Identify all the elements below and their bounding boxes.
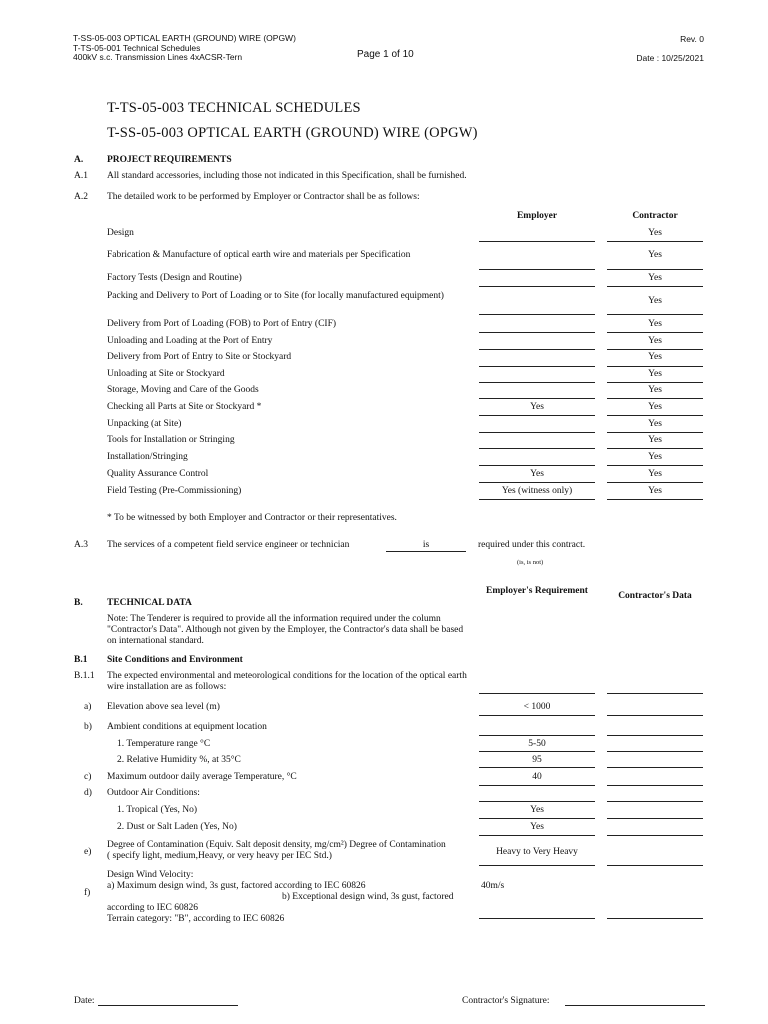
contamination-label: Degree of Contamination (Equiv. Salt deposit density, mg/cm²) Degree of Contamination ( specify light, medium,Heavy, or very heavy per IEC Std.) — [107, 840, 446, 861]
page-subtitle: T-SS-05-003 OPTICAL EARTH (GROUND) WIRE (OPGW) — [107, 125, 478, 141]
work-item-contractor: Yes — [648, 319, 662, 329]
section-a-title: PROJECT REQUIREMENTS — [107, 155, 232, 165]
contractor-entry-line — [607, 767, 703, 768]
contractor-entry-line — [607, 366, 703, 367]
work-item-contractor: Yes — [648, 452, 662, 462]
tenderer-note: Note: The Tenderer is required to provide all the information required under the column "Contractor's Data". Although not given by the Employer, the Contractor's data shall be based on international standard. — [107, 614, 464, 646]
contractor-entry-line — [607, 918, 703, 919]
work-item-contractor: Yes — [648, 486, 662, 496]
employer-entry-line — [479, 785, 595, 786]
humidity-value: 95 — [532, 755, 542, 765]
contractor-entry-line — [607, 314, 703, 315]
header-spec-line: T-SS-05-003 OPTICAL EARTH (GROUND) WIRE (OPGW) — [73, 33, 296, 43]
contractor-entry-line — [607, 735, 703, 736]
employer-entry-line — [479, 693, 595, 694]
work-item-contractor: Yes — [648, 469, 662, 479]
header-schedule-line: T-TS-05-001 Technical Schedules — [73, 43, 201, 53]
revision: Rev. 0 — [680, 34, 704, 44]
work-item-label: Unloading at Site or Stockyard — [107, 369, 225, 379]
employer-entry-line — [479, 448, 595, 449]
work-item-label: Unpacking (at Site) — [107, 419, 182, 429]
work-item-contractor: Yes — [648, 402, 662, 412]
clause-a3-suffix: required under this contract. — [478, 540, 586, 550]
section-b-number: B. — [74, 598, 83, 608]
column-header-contractor-data: Contractor's Data — [618, 591, 692, 601]
contractor-entry-line — [607, 693, 703, 694]
clause-a2-number: A.2 — [74, 192, 88, 202]
employer-entry-line — [479, 269, 595, 270]
clause-a1-number: A.1 — [74, 171, 88, 181]
clause-b11-text: The expected environmental and meteorological conditions for the location of the optical earth wire installation are as follows: — [107, 671, 467, 692]
work-item-label: Installation/Stringing — [107, 452, 188, 462]
employer-entry-line — [479, 818, 595, 819]
work-item-label: Quality Assurance Control — [107, 469, 209, 479]
contractor-entry-line — [607, 415, 703, 416]
employer-entry-line — [479, 499, 595, 500]
exceptional-wind-label: b) Exceptional design wind, 3s gust, factored — [282, 892, 454, 902]
employer-entry-line — [479, 865, 595, 866]
contractor-entry-line — [607, 865, 703, 866]
work-item-contractor: Yes — [648, 435, 662, 445]
clause-a3-text: The services of a competent field service engineer or technician — [107, 540, 350, 550]
header-project-line: 400kV s.c. Transmission Lines 4xACSR-Tern — [73, 52, 243, 62]
outdoor-air-label: Outdoor Air Conditions: — [107, 788, 200, 798]
max-design-wind-value: 40m/s — [481, 881, 505, 891]
work-item-contractor: Yes — [648, 419, 662, 429]
work-item-employer: Yes — [530, 402, 544, 412]
column-header-employer-requirement: Employer's Requirement — [486, 586, 588, 596]
contractor-entry-line — [607, 465, 703, 466]
work-item-contractor: Yes — [648, 273, 662, 283]
section-a-number: A. — [74, 155, 84, 165]
column-header-employer: Employer — [516, 211, 558, 221]
contractor-entry-line — [607, 332, 703, 333]
dust-salt-value: Yes — [530, 822, 544, 832]
work-item-label: Checking all Parts at Site or Stockyard * — [107, 402, 262, 412]
clause-b11-number: B.1.1 — [74, 671, 95, 681]
employer-entry-line — [479, 415, 595, 416]
employer-entry-line — [479, 432, 595, 433]
footer-signature-label: Contractor's Signature: — [462, 996, 550, 1006]
service-requirement-field[interactable]: is — [386, 540, 466, 552]
page-number: Page 1 of 10 — [357, 49, 414, 60]
clause-a2-text: The detailed work to be performed by Employer or Contractor shall be as follows: — [107, 192, 420, 202]
employer-entry-line — [479, 366, 595, 367]
row-key: e) — [84, 847, 92, 857]
contractor-entry-line — [607, 818, 703, 819]
date-signature-field[interactable] — [98, 1005, 238, 1006]
employer-entry-line — [479, 918, 595, 919]
tropical-value: Yes — [530, 805, 544, 815]
employer-entry-line — [479, 314, 595, 315]
work-item-contractor: Yes — [648, 369, 662, 379]
max-temperature-value: 40 — [532, 772, 542, 782]
work-item-label: Delivery from Port of Loading (FOB) to Port of Entry (CIF) — [107, 319, 337, 329]
contractor-entry-line — [607, 241, 703, 242]
employer-entry-line — [479, 767, 595, 768]
row-key: d) — [84, 788, 92, 798]
contractor-signature-field[interactable] — [565, 1005, 705, 1006]
work-item-label: Field Testing (Pre-Commissioning) — [107, 486, 242, 496]
contractor-entry-line — [607, 349, 703, 350]
max-design-wind-label: a) Maximum design wind, 3s gust, factored according to IEC 60826 — [107, 881, 366, 891]
work-item-employer: Yes (witness only) — [501, 486, 573, 496]
employer-entry-line — [479, 835, 595, 836]
contractor-entry-line — [607, 482, 703, 483]
work-item-label: Delivery from Port of Entry to Site or Stockyard — [107, 352, 292, 362]
elevation-value: < 1000 — [523, 702, 551, 712]
elevation-label: Elevation above sea level (m) — [107, 702, 220, 712]
work-item-label: Factory Tests (Design and Routine) — [107, 273, 242, 283]
work-item-label: Fabrication & Manufacture of optical earth wire and materials per Specification — [107, 250, 411, 260]
employer-entry-line — [479, 398, 595, 399]
section-b-title: TECHNICAL DATA — [107, 598, 192, 608]
employer-entry-line — [479, 349, 595, 350]
humidity-label: 2. Relative Humidity %, at 35°C — [117, 755, 241, 765]
work-item-label: Design — [107, 228, 134, 238]
work-item-contractor: Yes — [648, 336, 662, 346]
dust-salt-label: 2. Dust or Salt Laden (Yes, No) — [117, 822, 237, 832]
employer-entry-line — [479, 382, 595, 383]
tropical-label: 1. Tropical (Yes, No) — [117, 805, 198, 815]
contractor-entry-line — [607, 751, 703, 752]
row-key: a) — [84, 702, 92, 712]
service-options-hint: (is, is not) — [517, 559, 544, 566]
contractor-entry-line — [607, 715, 703, 716]
employer-entry-line — [479, 286, 595, 287]
contractor-entry-line — [607, 499, 703, 500]
footer-date-label: Date: — [74, 996, 95, 1006]
terrain-category-label: Terrain category: "B", according to IEC 60826 — [107, 914, 285, 924]
temperature-range-value: 5-50 — [528, 739, 546, 749]
clause-a1-text: All standard accessories, including those not indicated in this Specification, shall be furnished. — [107, 171, 467, 181]
employer-entry-line — [479, 332, 595, 333]
employer-entry-line — [479, 751, 595, 752]
employer-entry-line — [479, 801, 595, 802]
employer-entry-line — [479, 241, 595, 242]
contractor-entry-line — [607, 835, 703, 836]
work-item-employer: Yes — [530, 469, 544, 479]
employer-entry-line — [479, 465, 595, 466]
employer-entry-line — [479, 715, 595, 716]
work-item-label: Tools for Installation or Stringing — [107, 435, 235, 445]
ambient-conditions-label: Ambient conditions at equipment location — [107, 722, 267, 732]
page-title: T-TS-05-003 TECHNICAL SCHEDULES — [107, 100, 361, 116]
row-key: b) — [84, 722, 92, 732]
contamination-value: Heavy to Very Heavy — [496, 847, 578, 857]
row-key: c) — [84, 772, 92, 782]
contractor-entry-line — [607, 785, 703, 786]
clause-a3-number: A.3 — [74, 540, 88, 550]
temperature-range-label: 1. Temperature range °C — [117, 739, 211, 749]
subsection-b1-title: Site Conditions and Environment — [107, 655, 243, 665]
work-item-label: Storage, Moving and Care of the Goods — [107, 385, 259, 395]
row-key: f) — [84, 888, 91, 898]
work-item-contractor: Yes — [648, 250, 662, 260]
contractor-entry-line — [607, 269, 703, 270]
header-date: Date : 10/25/2021 — [636, 53, 704, 63]
column-header-contractor: Contractor — [632, 211, 678, 221]
work-item-contractor: Yes — [648, 385, 662, 395]
subsection-b1-number: B.1 — [74, 655, 88, 665]
work-item-contractor: Yes — [648, 352, 662, 362]
work-item-contractor: Yes — [648, 228, 662, 238]
contractor-entry-line — [607, 432, 703, 433]
contractor-entry-line — [607, 448, 703, 449]
employer-entry-line — [479, 735, 595, 736]
wind-velocity-label: Design Wind Velocity: — [107, 870, 194, 880]
employer-entry-line — [479, 482, 595, 483]
contractor-entry-line — [607, 398, 703, 399]
contractor-entry-line — [607, 286, 703, 287]
contractor-entry-line — [607, 801, 703, 802]
max-temperature-label: Maximum outdoor daily average Temperature, °C — [107, 772, 297, 782]
work-item-contractor: Yes — [648, 296, 662, 306]
work-item-label: Packing and Delivery to Port of Loading or to Site (for locally manufactured equipment) — [107, 291, 444, 301]
witness-footnote: * To be witnessed by both Employer and Contractor or their representatives. — [107, 513, 397, 523]
exceptional-wind-standard: according to IEC 60826 — [107, 903, 199, 913]
contractor-entry-line — [607, 382, 703, 383]
work-item-label: Unloading and Loading at the Port of Entry — [107, 336, 273, 346]
